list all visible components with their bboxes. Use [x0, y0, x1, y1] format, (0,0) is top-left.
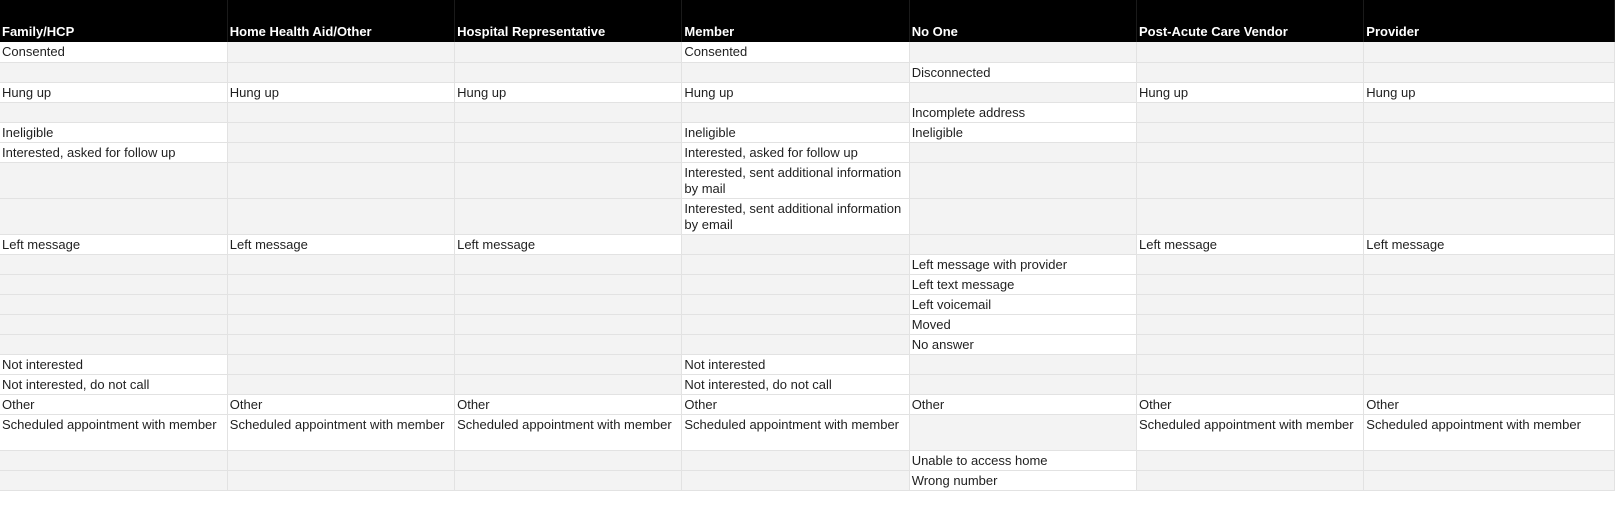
- cell[interactable]: [1364, 162, 1615, 198]
- cell[interactable]: [455, 274, 682, 294]
- cell[interactable]: Consented: [0, 42, 227, 62]
- cell[interactable]: [682, 470, 909, 490]
- table-row: [0, 354, 1615, 374]
- cell[interactable]: Hung up: [1136, 82, 1363, 102]
- cell[interactable]: Interested, sent additional information by email: [682, 198, 909, 234]
- cell[interactable]: [1136, 374, 1363, 394]
- cell[interactable]: Other: [455, 394, 682, 414]
- grid-body: [0, 42, 1615, 490]
- cell[interactable]: Other: [682, 394, 909, 414]
- cell[interactable]: [455, 102, 682, 122]
- table-row: [0, 394, 1615, 414]
- cell[interactable]: Scheduled appointment with member: [682, 414, 909, 450]
- cell[interactable]: [1364, 122, 1615, 142]
- cell[interactable]: [227, 470, 454, 490]
- cell[interactable]: Wrong number: [909, 470, 1136, 490]
- cell[interactable]: [1364, 62, 1615, 82]
- cell[interactable]: Other: [0, 394, 227, 414]
- cell[interactable]: Ineligible: [0, 122, 227, 142]
- cell[interactable]: [455, 142, 682, 162]
- cell[interactable]: Disconnected: [909, 62, 1136, 82]
- cell[interactable]: [227, 354, 454, 374]
- cell[interactable]: [1136, 354, 1363, 374]
- header-row: [0, 0, 1615, 42]
- cell[interactable]: [1136, 162, 1363, 198]
- cell[interactable]: Moved: [909, 314, 1136, 334]
- cell[interactable]: [1136, 450, 1363, 470]
- cell[interactable]: Hung up: [682, 82, 909, 102]
- cell[interactable]: Interested, sent additional information by mail: [682, 162, 909, 198]
- cell[interactable]: [1136, 274, 1363, 294]
- cell[interactable]: [227, 294, 454, 314]
- cell[interactable]: [1136, 142, 1363, 162]
- cell[interactable]: [227, 122, 454, 142]
- cell[interactable]: [1136, 122, 1363, 142]
- cell[interactable]: [1364, 314, 1615, 334]
- column-header-member[interactable]: Member: [682, 0, 909, 42]
- cell[interactable]: [455, 450, 682, 470]
- table-row: [0, 198, 1615, 234]
- cell[interactable]: [682, 294, 909, 314]
- cell[interactable]: Left message: [455, 234, 682, 254]
- table-row: [0, 122, 1615, 142]
- cell[interactable]: [455, 42, 682, 62]
- cell[interactable]: Unable to access home: [909, 450, 1136, 470]
- cell[interactable]: [682, 234, 909, 254]
- cell[interactable]: [682, 334, 909, 354]
- table-row: [0, 414, 1615, 450]
- cell[interactable]: [1364, 450, 1615, 470]
- cell[interactable]: [1364, 374, 1615, 394]
- cell[interactable]: Left message: [227, 234, 454, 254]
- table-row: [0, 334, 1615, 354]
- table-row: [0, 82, 1615, 102]
- table-row: [0, 450, 1615, 470]
- table-row: [0, 314, 1615, 334]
- cell[interactable]: [1364, 142, 1615, 162]
- table-row: [0, 254, 1615, 274]
- cell[interactable]: [1364, 42, 1615, 62]
- table-row: [0, 102, 1615, 122]
- cell[interactable]: [1136, 294, 1363, 314]
- table-row: [0, 234, 1615, 254]
- cell[interactable]: [0, 254, 227, 274]
- table-row: [0, 42, 1615, 62]
- cell[interactable]: [1364, 198, 1615, 234]
- cell[interactable]: [909, 354, 1136, 374]
- cell[interactable]: Other: [1136, 394, 1363, 414]
- cell[interactable]: Left message: [1136, 234, 1363, 254]
- cell[interactable]: [455, 162, 682, 198]
- cell[interactable]: [1364, 102, 1615, 122]
- cell[interactable]: [909, 42, 1136, 62]
- cell[interactable]: [227, 102, 454, 122]
- cell[interactable]: [909, 198, 1136, 234]
- cell[interactable]: Left text message: [909, 274, 1136, 294]
- cell[interactable]: No answer: [909, 334, 1136, 354]
- table-row: [0, 274, 1615, 294]
- cell[interactable]: [0, 102, 227, 122]
- cell[interactable]: [455, 470, 682, 490]
- cell[interactable]: [1136, 62, 1363, 82]
- table-row: [0, 294, 1615, 314]
- cell[interactable]: [455, 314, 682, 334]
- cell[interactable]: [227, 374, 454, 394]
- cell[interactable]: Consented: [682, 42, 909, 62]
- cell[interactable]: Left message: [1364, 234, 1615, 254]
- cell[interactable]: [227, 142, 454, 162]
- cell[interactable]: [227, 274, 454, 294]
- cell[interactable]: [0, 274, 227, 294]
- cell[interactable]: Scheduled appointment with member: [0, 414, 227, 450]
- cell[interactable]: [455, 62, 682, 82]
- cell[interactable]: [1364, 470, 1615, 490]
- cell[interactable]: Not interested, do not call: [0, 374, 227, 394]
- cell[interactable]: [682, 102, 909, 122]
- cell[interactable]: [1136, 198, 1363, 234]
- cell[interactable]: [0, 470, 227, 490]
- cell[interactable]: [682, 450, 909, 470]
- cell[interactable]: Hung up: [0, 82, 227, 102]
- cell[interactable]: [0, 450, 227, 470]
- cell[interactable]: [682, 62, 909, 82]
- cell[interactable]: Other: [909, 394, 1136, 414]
- cell[interactable]: [1136, 254, 1363, 274]
- cell[interactable]: Scheduled appointment with member: [1364, 414, 1615, 450]
- cell[interactable]: Incomplete address: [909, 102, 1136, 122]
- table-row: [0, 162, 1615, 198]
- cell[interactable]: Scheduled appointment with member: [227, 414, 454, 450]
- cell[interactable]: [682, 254, 909, 274]
- cell[interactable]: Ineligible: [682, 122, 909, 142]
- cell[interactable]: Ineligible: [909, 122, 1136, 142]
- table-row: [0, 62, 1615, 82]
- cell[interactable]: [0, 198, 227, 234]
- cell[interactable]: Other: [1364, 394, 1615, 414]
- column-header-post-acute-care-vendor[interactable]: Post-Acute Care Vendor: [1136, 0, 1363, 42]
- cell[interactable]: [1136, 102, 1363, 122]
- cell[interactable]: [909, 414, 1136, 450]
- cell[interactable]: Left message: [0, 234, 227, 254]
- table-row: [0, 374, 1615, 394]
- cell[interactable]: [1136, 42, 1363, 62]
- cell[interactable]: Hung up: [227, 82, 454, 102]
- table-row: [0, 142, 1615, 162]
- cell[interactable]: [227, 254, 454, 274]
- cell[interactable]: [909, 82, 1136, 102]
- cell[interactable]: Hung up: [455, 82, 682, 102]
- cell[interactable]: Scheduled appointment with member: [1136, 414, 1363, 450]
- cell[interactable]: [682, 274, 909, 294]
- cell[interactable]: [0, 334, 227, 354]
- cell[interactable]: [227, 62, 454, 82]
- cell[interactable]: [455, 198, 682, 234]
- cell[interactable]: [682, 314, 909, 334]
- cell[interactable]: [1136, 314, 1363, 334]
- cell[interactable]: [227, 450, 454, 470]
- column-header-hospital-representative[interactable]: Hospital Representative: [455, 0, 682, 42]
- column-header-no-one[interactable]: No One: [909, 0, 1136, 42]
- cell[interactable]: [909, 142, 1136, 162]
- cell[interactable]: [1364, 274, 1615, 294]
- cell[interactable]: [1136, 470, 1363, 490]
- cell[interactable]: [455, 354, 682, 374]
- cell[interactable]: [455, 374, 682, 394]
- cell[interactable]: [455, 334, 682, 354]
- column-header-home-health-aid[interactable]: Home Health Aid/Other: [227, 0, 454, 42]
- cell[interactable]: [0, 314, 227, 334]
- cell[interactable]: [455, 294, 682, 314]
- column-header-family-hcp[interactable]: Family/HCP: [0, 0, 227, 42]
- cell[interactable]: Left voicemail: [909, 294, 1136, 314]
- cell[interactable]: [909, 162, 1136, 198]
- cell[interactable]: [0, 62, 227, 82]
- cell[interactable]: [455, 254, 682, 274]
- cell[interactable]: [227, 334, 454, 354]
- cell[interactable]: Interested, asked for follow up: [0, 142, 227, 162]
- cell[interactable]: Left message with provider: [909, 254, 1136, 274]
- cell[interactable]: Scheduled appointment with member: [455, 414, 682, 450]
- cell[interactable]: [0, 294, 227, 314]
- cell[interactable]: [909, 374, 1136, 394]
- cell[interactable]: [1136, 334, 1363, 354]
- cell[interactable]: [227, 162, 454, 198]
- cell[interactable]: [1364, 254, 1615, 274]
- cell[interactable]: Hung up: [1364, 82, 1615, 102]
- cell[interactable]: [0, 162, 227, 198]
- cell[interactable]: [455, 122, 682, 142]
- cell[interactable]: Not interested: [682, 354, 909, 374]
- cell[interactable]: [227, 42, 454, 62]
- cell[interactable]: [1364, 294, 1615, 314]
- cell[interactable]: Not interested: [0, 354, 227, 374]
- table-row: [0, 470, 1615, 490]
- cell[interactable]: [1364, 334, 1615, 354]
- cell[interactable]: [909, 234, 1136, 254]
- cell[interactable]: [1364, 354, 1615, 374]
- cell[interactable]: Other: [227, 394, 454, 414]
- column-header-provider[interactable]: Provider: [1364, 0, 1615, 42]
- cell[interactable]: Interested, asked for follow up: [682, 142, 909, 162]
- cell[interactable]: Not interested, do not call: [682, 374, 909, 394]
- cell[interactable]: [227, 314, 454, 334]
- cell[interactable]: [227, 198, 454, 234]
